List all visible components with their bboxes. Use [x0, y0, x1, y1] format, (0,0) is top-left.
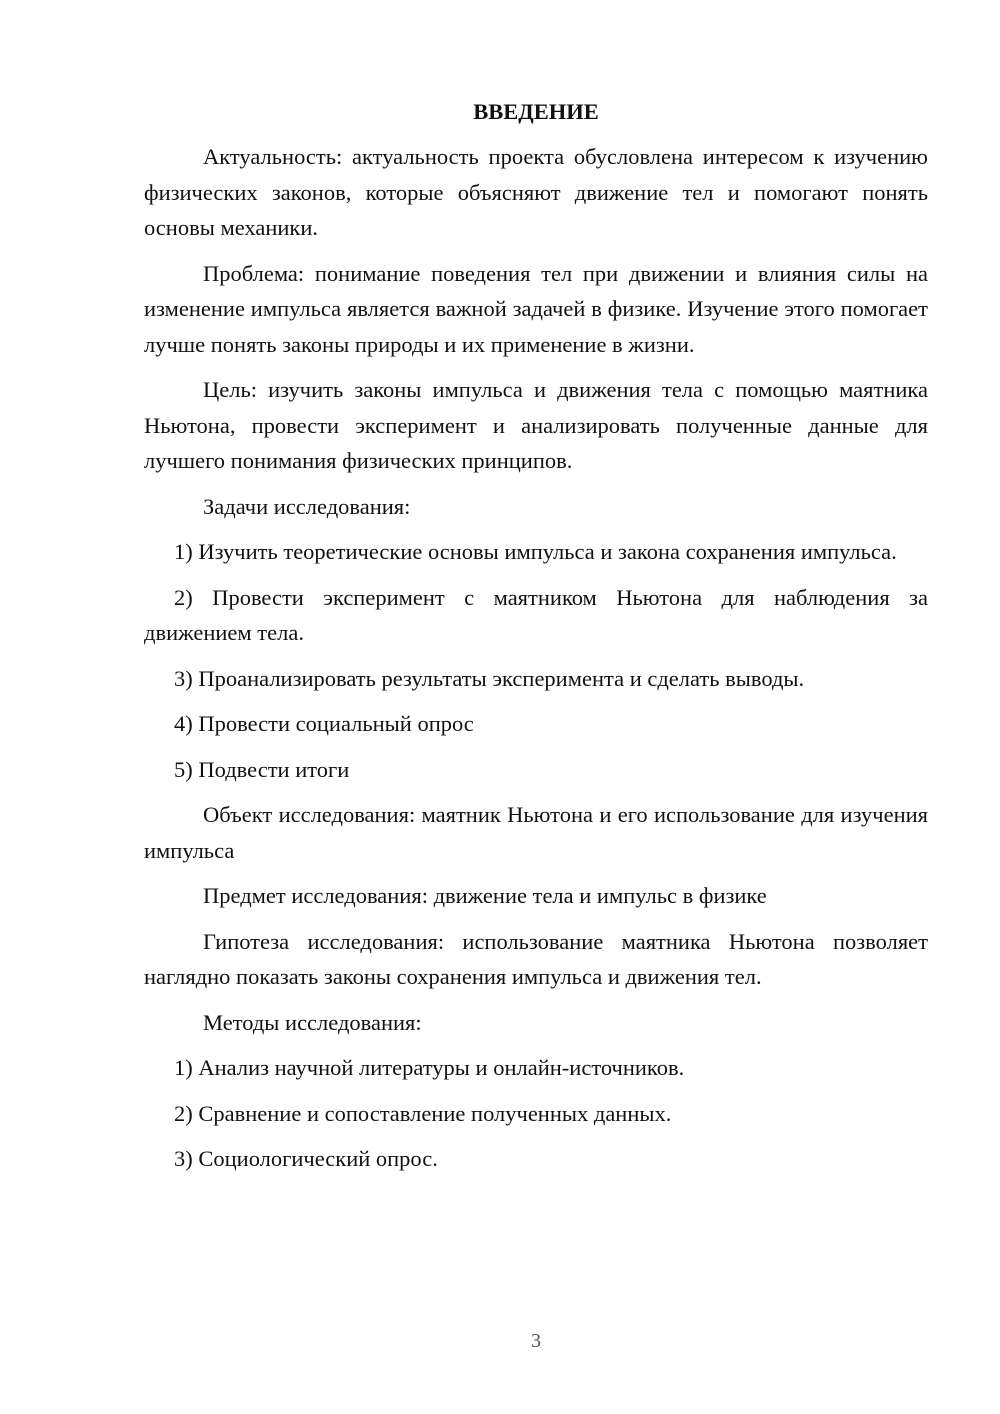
goal-paragraph: Цель: изучить законы импульса и движения тела с помощью маятника Ньютона, провести эксперимент и анализировать полученные данные для лучшего понимания физических принципов.	[144, 377, 928, 473]
task-item: 3) Проанализировать результаты эксперимента и сделать выводы.	[174, 665, 805, 691]
method-item: 1) Анализ научной литературы и онлайн-источников.	[174, 1055, 685, 1080]
object-paragraph: Объект исследования: маятник Ньютона и его использование для изучения импульса	[144, 802, 928, 863]
task-item: 4) Провести социальный опрос	[174, 711, 474, 736]
subject-paragraph: Предмет исследования: движение тела и импульс в физике	[203, 883, 767, 908]
task-item: 5) Подвести итоги	[174, 756, 350, 782]
tasks-title: Задачи исследования:	[203, 493, 411, 519]
task-item: 2) Провести эксперимент с маятником Ньютона для наблюдения за движением тела.	[144, 584, 928, 645]
task-item: 1) Изучить теоретические основы импульса и закона сохранения импульса.	[174, 539, 897, 564]
problem-paragraph: Проблема: понимание поведения тел при движении и влияния силы на изменение импульса является важной задачей в физике. Изучение этого помогает лучше понять законы природы и их применение в жизни.	[144, 260, 928, 357]
methods-title: Методы исследования:	[203, 1009, 422, 1035]
method-item: 2) Сравнение и сопоставление полученных данных.	[174, 1100, 672, 1126]
page-number: 3	[531, 1330, 541, 1352]
hypothesis-paragraph: Гипотеза исследования: использование маятника Ньютона позволяет наглядно показать законы сохранения импульса и движения тел.	[144, 928, 928, 989]
section-heading: ВВЕДЕНИЕ	[473, 99, 599, 124]
method-item: 3) Социологический опрос.	[174, 1146, 438, 1171]
page-content	[144, 94, 928, 1187]
relevance-paragraph: Актуальность: актуальность проекта обусловлена интересом к изучению физических законов, которые объясняют движение тел и помогают понять основы механики.	[144, 144, 928, 240]
